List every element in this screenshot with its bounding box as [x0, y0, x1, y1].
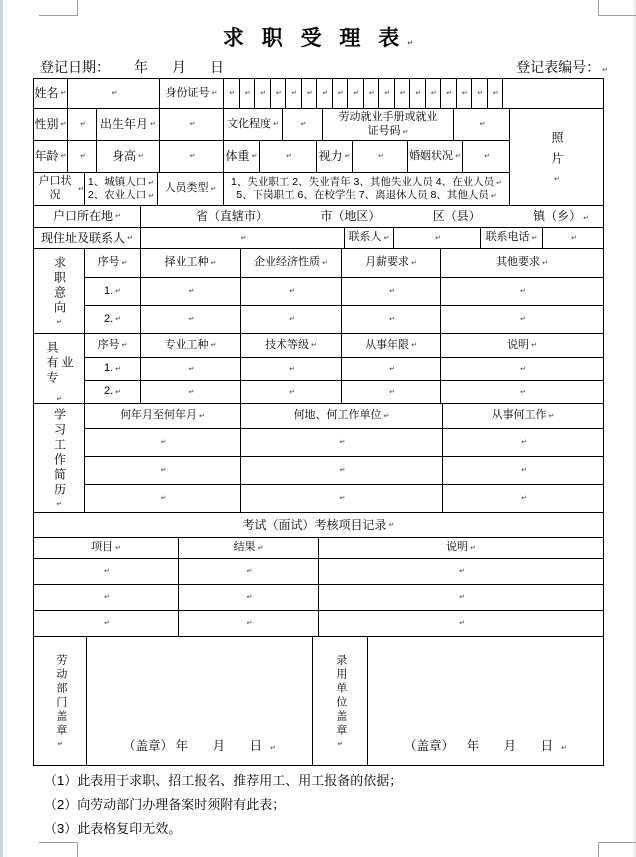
column-header: 结果 ↵ [179, 538, 319, 559]
resume-field[interactable] [85, 485, 241, 513]
job-intent-field[interactable] [141, 278, 241, 306]
row1-end-cell [503, 79, 604, 109]
id-digit-cell[interactable] [426, 79, 442, 109]
id-digit-cell[interactable] [348, 79, 364, 109]
hukou-option-rural: 2、农业人口 ↵ [88, 189, 154, 202]
profession-group [34, 334, 604, 404]
id-digit-cell[interactable] [317, 79, 333, 109]
table-row [85, 278, 604, 306]
resume-field[interactable] [241, 429, 443, 457]
row-number: 1. ↵ [85, 358, 141, 381]
table-header-row [85, 249, 604, 278]
exam-field[interactable] [179, 559, 319, 585]
row-number: 2. ↵ [85, 381, 141, 404]
column-header: 其他要求 ↵ [441, 249, 604, 278]
district-label: 区（县） [432, 209, 481, 223]
seal-date-hint: 年 月 日 ↵ [176, 739, 276, 755]
town-label: 镇（乡） ↵ [533, 209, 589, 224]
table-row [85, 306, 604, 334]
id-digit-cell[interactable] [224, 79, 240, 109]
id-digit-cell[interactable] [472, 79, 488, 109]
form-number-label: 登记表编号： ↵ [516, 57, 608, 77]
registration-date-fields: 年 月 日 [134, 59, 229, 75]
address-field[interactable] [141, 228, 345, 249]
column-header: 企业经济性质 ↵ [241, 249, 342, 278]
id-digit-cell[interactable] [333, 79, 349, 109]
table-row [34, 173, 510, 206]
id-digit-cell[interactable] [271, 79, 287, 109]
job-intent-field[interactable] [441, 306, 604, 334]
age-field[interactable] [68, 141, 97, 173]
exam-field[interactable] [179, 585, 319, 611]
weight-label: 体重 ↵ [224, 141, 260, 173]
hukou-options [85, 173, 158, 206]
registration-date-label: 登记日期： [40, 59, 110, 75]
job-intent-field[interactable] [241, 278, 342, 306]
id-number-label: 身份证号 ↵ [160, 79, 224, 109]
job-intent-field[interactable] [241, 306, 342, 334]
seal-section [34, 637, 604, 766]
profession-field[interactable] [342, 358, 441, 381]
id-digit-cell[interactable] [302, 79, 318, 109]
job-intent-field[interactable] [141, 306, 241, 334]
name-label: 姓名 ↵ [34, 79, 68, 109]
table-row [85, 358, 604, 381]
vision-field[interactable] [353, 141, 408, 173]
employment-cert-label-line1: 劳动就业手册或就业 [338, 110, 438, 123]
job-intent-field[interactable] [342, 306, 441, 334]
id-digit-cell[interactable] [410, 79, 426, 109]
resume-vertical-label: 学习工作简历 ↵ [34, 404, 85, 513]
photo-cell: 照片 ↵ [510, 109, 604, 206]
column-header: 何年月至何年月 ↵ [85, 404, 241, 429]
footnote-line: （3）此表格复印无效。 [44, 821, 182, 836]
profession-field[interactable] [241, 358, 342, 381]
gender-label: 性别 ↵ [34, 109, 68, 141]
profession-field[interactable] [141, 358, 241, 381]
age-label: 年龄 ↵ [34, 141, 68, 173]
id-digit-cell[interactable] [240, 79, 256, 109]
margin-mark-bottom-right [598, 842, 636, 857]
profession-field[interactable] [241, 381, 342, 404]
id-digit-cells [224, 79, 503, 109]
profession-field[interactable] [441, 358, 604, 381]
exam-section [34, 513, 604, 538]
column-header: 序号 ↵ [85, 334, 141, 358]
seal-date-hint: 年 月 日 ↵ [467, 739, 567, 755]
id-digit-cell[interactable] [488, 79, 504, 109]
birth-date-label: 出生年月 ↵ [97, 109, 160, 141]
table-header-row [85, 334, 604, 358]
address-contact-label: 现住址及联系人 ↵ [34, 228, 141, 249]
table-row [85, 457, 604, 485]
row-number: 1. ↵ [85, 278, 141, 306]
exam-field[interactable] [34, 559, 179, 585]
column-header: 序号 ↵ [85, 249, 141, 278]
employment-cert-label [323, 109, 454, 141]
weight-field[interactable] [260, 141, 317, 173]
height-field[interactable] [160, 141, 224, 173]
job-intent-field[interactable] [342, 278, 441, 306]
column-header: 月薪要求 ↵ [342, 249, 441, 278]
hukou-status-label: 户口状况 ↵ [34, 173, 85, 206]
resume-field[interactable] [443, 429, 604, 457]
registration-date-line [40, 57, 229, 77]
resume-field[interactable] [241, 457, 443, 485]
column-header: 项目 ↵ [34, 538, 179, 559]
labor-dept-seal-label: 劳动部门盖章 ↵ [34, 637, 87, 766]
profession-field[interactable] [141, 381, 241, 404]
contact-person-field[interactable] [394, 228, 481, 249]
table-row [34, 585, 604, 611]
id-digit-cell[interactable] [286, 79, 302, 109]
labor-dept-seal-area[interactable] [87, 637, 313, 766]
person-type-options [224, 173, 510, 206]
education-label: 文化程度 ↵ [224, 109, 283, 141]
job-intent-field[interactable] [441, 278, 604, 306]
form-title: 求 职 受 理 表 ↵ [0, 22, 636, 52]
hukou-option-urban: 1、城镇人口 ↵ [88, 176, 154, 189]
resume-group [34, 404, 604, 513]
id-digit-cell[interactable] [457, 79, 473, 109]
column-header: 择业工种 ↵ [141, 249, 241, 278]
table-row [85, 381, 604, 404]
id-digit-cell[interactable] [441, 79, 457, 109]
table-row [34, 109, 510, 141]
employment-cert-field[interactable] [454, 109, 510, 141]
employment-cert-label-line2: 证号码 ↵ [368, 125, 409, 139]
person-type-label: 人员类型 ↵ [158, 173, 224, 206]
marital-status-label: 婚姻状况 ↵ [408, 141, 463, 173]
personal-info-band [34, 109, 604, 206]
person-type-options-line2: 5、下岗职工 6、在校学生 7、离退休人员 8、其他人员 ↵ [236, 189, 496, 202]
column-header: 说明 ↵ [319, 538, 604, 559]
exam-field[interactable] [179, 611, 319, 637]
column-header: 从事何工作 ↵ [443, 404, 604, 429]
footnotes [44, 769, 402, 841]
height-label: 身高 ↵ [97, 141, 160, 173]
column-header: 从事年限 ↵ [342, 334, 441, 358]
resume-field[interactable] [443, 457, 604, 485]
education-field[interactable] [283, 109, 323, 141]
footnote-line: （2）向劳动部门办理备案时须附有此表； [44, 797, 286, 812]
id-digit-cell[interactable] [364, 79, 380, 109]
resume-field[interactable] [443, 485, 604, 513]
margin-mark-top-left [39, 0, 78, 16]
stamp-hint: （盖章） [404, 739, 455, 754]
resume-field[interactable] [241, 485, 443, 513]
margin-mark-top-right [598, 0, 636, 16]
province-label: 省（直辖市） [196, 209, 269, 223]
table-row [34, 206, 604, 228]
hukou-location-field[interactable] [141, 206, 604, 228]
exam-section-title: 考试（面试）考核项目记录 ↵ [34, 513, 604, 538]
resume-field[interactable] [85, 457, 241, 485]
employer-seal-label: 录用单位盖章 ↵ [313, 637, 368, 766]
id-digit-cell[interactable] [395, 79, 411, 109]
table-row [85, 485, 604, 513]
profession-vertical-label: 具有专业 ↵ [34, 334, 85, 404]
name-field[interactable] [68, 79, 160, 109]
exam-field[interactable] [319, 559, 604, 585]
exam-field[interactable] [34, 611, 179, 637]
contact-person-label: 联系人 ↵ [345, 228, 394, 249]
resume-field[interactable] [85, 429, 241, 457]
id-digit-cell[interactable] [379, 79, 395, 109]
exam-field[interactable] [319, 585, 604, 611]
column-header: 何地、何工作单位 ↵ [241, 404, 443, 429]
job-intent-vertical-label: 求职意向 ↵ [34, 249, 85, 334]
table-header-row [34, 538, 604, 559]
margin-mark-bottom-left [39, 842, 78, 857]
table-row [34, 559, 604, 585]
id-digit-cell[interactable] [255, 79, 271, 109]
page-left-edge [0, 0, 3, 857]
employer-seal-area[interactable] [368, 637, 604, 766]
profession-field[interactable] [342, 381, 441, 404]
person-type-options-line1: 1、失业职工 2、失业青年 3、其他失业人员 4、在业人员 ↵ [231, 176, 502, 189]
table-header-row [85, 404, 604, 429]
contact-phone-field[interactable] [543, 228, 604, 249]
hukou-location-label: 户口所在地 ↵ [34, 206, 141, 228]
table-row [34, 228, 604, 249]
gender-field[interactable] [68, 109, 97, 141]
contact-phone-label: 联系电话 ↵ [481, 228, 543, 249]
job-intent-group [34, 249, 604, 334]
city-label: 市（地区） [320, 209, 381, 223]
column-header: 技术等级 ↵ [241, 334, 342, 358]
table-row [34, 79, 604, 109]
row-number: 2. ↵ [85, 306, 141, 334]
column-header: 专业工种 ↵ [141, 334, 241, 358]
application-form-table [33, 78, 604, 766]
column-header: 说明 ↵ [441, 334, 604, 358]
table-row [34, 611, 604, 637]
table-row [34, 141, 510, 173]
footnote-line: （1）此表用于求职、招工报名、推荐用工、用工报备的依据； [44, 773, 403, 788]
profession-field[interactable] [441, 381, 604, 404]
vision-label: 视力 ↵ [317, 141, 353, 173]
marital-status-field[interactable] [463, 141, 510, 173]
birth-date-field[interactable] [160, 109, 224, 141]
exam-field[interactable] [319, 611, 604, 637]
table-row [85, 429, 604, 457]
exam-field[interactable] [34, 585, 179, 611]
stamp-hint: （盖章） [123, 739, 174, 754]
